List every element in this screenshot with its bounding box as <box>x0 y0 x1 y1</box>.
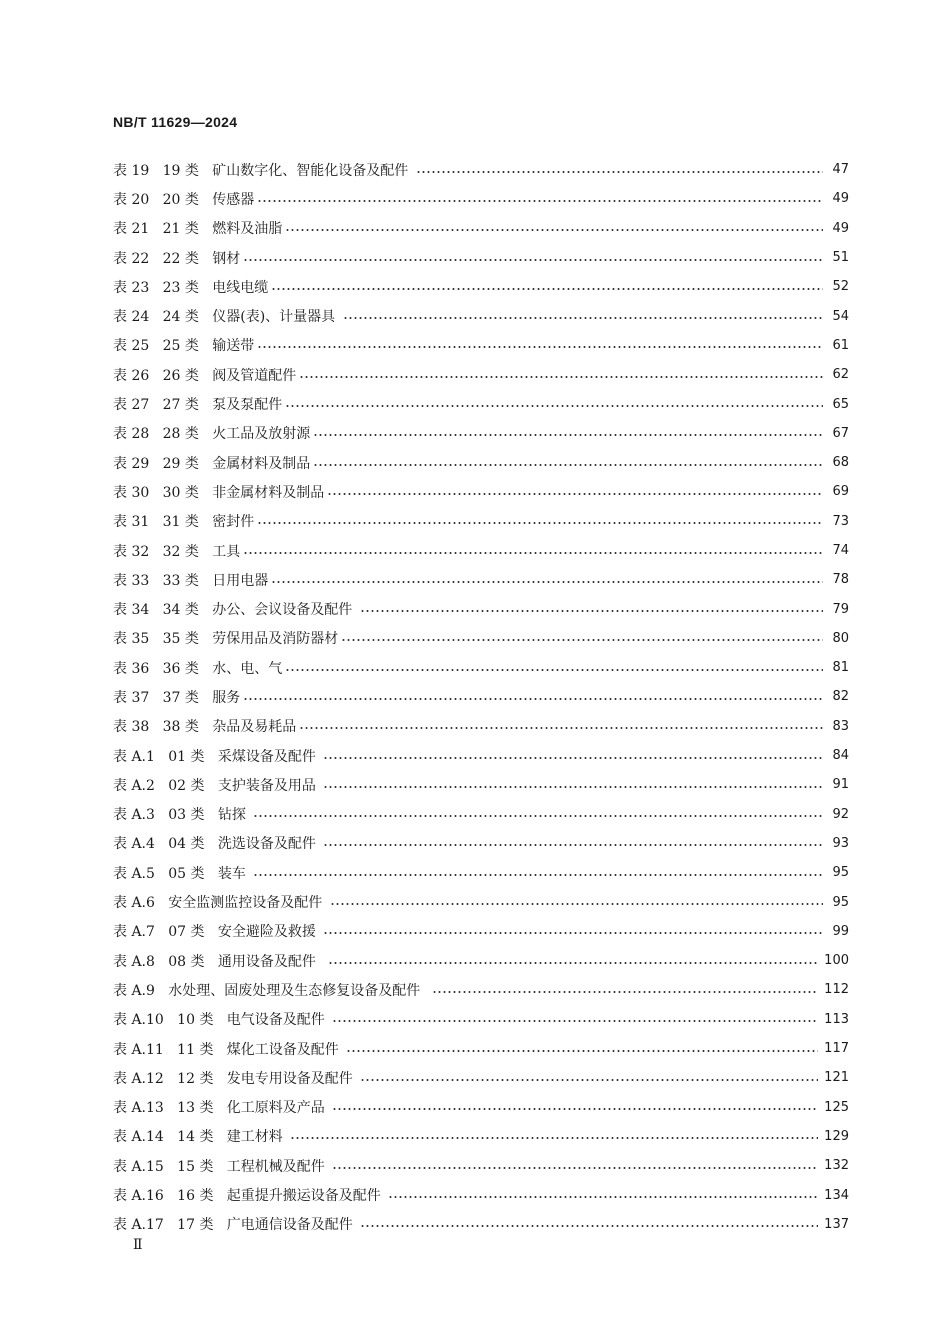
toc-entry-title: 表 A.8 08 类 通用设备及配件 <box>113 953 325 970</box>
toc-entry[interactable] <box>113 272 849 301</box>
toc-entry-title: 表 19 19 类 矿山数字化、智能化设备及配件 <box>113 162 413 179</box>
toc-dot-leader <box>388 1196 818 1198</box>
toc-entry-title: 表 29 29 类 金属材料及制品 <box>113 455 311 472</box>
toc-entry[interactable] <box>113 565 849 594</box>
toc-entry-title: 表 35 35 类 劳保用品及消防器材 <box>113 631 339 648</box>
toc-entry[interactable] <box>113 1093 849 1122</box>
toc-dot-leader <box>332 1020 818 1022</box>
toc-dot-leader <box>343 317 823 319</box>
toc-entry-title: 表 34 34 类 办公、会议设备及配件 <box>113 602 357 619</box>
toc-entry[interactable] <box>113 946 849 975</box>
toc-entry[interactable] <box>113 477 849 506</box>
toc-dot-leader <box>332 1167 818 1169</box>
toc-entry-title: 表 A.17 17 类 广电通信设备及配件 <box>113 1217 358 1234</box>
toc-dot-leader <box>360 610 823 612</box>
toc-entry-page: 78 <box>832 572 849 588</box>
toc-entry-page: 99 <box>832 923 849 939</box>
toc-entry[interactable] <box>113 887 849 916</box>
toc-dot-leader <box>253 874 823 876</box>
toc-entry-page: 69 <box>832 484 849 500</box>
toc-entry-title: 表 A.14 14 类 建工材料 <box>113 1129 288 1146</box>
table-of-contents <box>113 155 849 1239</box>
toc-entry-title: 表 A.9 水处理、固废处理及生态修复设备及配件 <box>113 982 430 999</box>
toc-dot-leader <box>285 669 823 671</box>
toc-dot-leader <box>257 200 823 202</box>
toc-entry-page: 100 <box>824 953 849 969</box>
toc-entry-page: 83 <box>832 718 849 734</box>
toc-entry-page: 52 <box>832 279 849 295</box>
toc-entry-page: 49 <box>832 191 849 207</box>
toc-dot-leader <box>285 405 823 407</box>
toc-entry-page: 67 <box>832 425 849 441</box>
toc-entry-title: 表 A.3 03 类 钻探 <box>113 807 251 824</box>
toc-entry-page: 93 <box>832 835 849 851</box>
toc-entry[interactable] <box>113 419 849 448</box>
toc-entry-page: 81 <box>832 660 849 676</box>
toc-dot-leader <box>323 757 823 759</box>
toc-entry-page: 134 <box>824 1187 849 1203</box>
toc-entry-title: 表 A.1 01 类 采煤设备及配件 <box>113 748 321 765</box>
toc-entry-page: 68 <box>832 455 849 471</box>
toc-dot-leader <box>313 434 823 436</box>
page-number: Ⅱ <box>133 1237 143 1253</box>
toc-dot-leader <box>257 522 823 524</box>
toc-entry[interactable] <box>113 536 849 565</box>
toc-entry-title: 表 A.12 12 类 发电专用设备及配件 <box>113 1070 358 1087</box>
toc-dot-leader <box>432 991 818 993</box>
toc-entry-page: 132 <box>824 1158 849 1174</box>
toc-entry-page: 62 <box>832 367 849 383</box>
toc-entry-title: 表 30 30 类 非金属材料及制品 <box>113 484 325 501</box>
toc-entry-title: 表 32 32 类 工具 <box>113 543 241 560</box>
toc-dot-leader <box>299 727 823 729</box>
toc-entry[interactable] <box>113 975 849 1004</box>
toc-entry-title: 表 25 25 类 输送带 <box>113 338 255 355</box>
toc-entry-title: 表 A.10 10 类 电气设备及配件 <box>113 1012 330 1029</box>
toc-entry[interactable] <box>113 682 849 711</box>
toc-dot-leader <box>271 581 823 583</box>
toc-entry-title: 表 23 23 类 电线电缆 <box>113 279 269 296</box>
toc-entry-page: 121 <box>824 1070 849 1086</box>
toc-entry[interactable] <box>113 1210 849 1239</box>
toc-dot-leader <box>341 639 823 641</box>
toc-entry-title: 表 20 20 类 传感器 <box>113 191 255 208</box>
toc-dot-leader <box>290 1137 818 1139</box>
toc-dot-leader <box>313 464 823 466</box>
toc-dot-leader <box>416 171 823 173</box>
toc-entry-title: 表 A.7 07 类 安全避险及救援 <box>113 924 321 941</box>
toc-dot-leader <box>243 698 823 700</box>
toc-entry[interactable] <box>113 741 849 770</box>
toc-entry-page: 73 <box>832 513 849 529</box>
toc-entry-title: 表 33 33 类 日用电器 <box>113 572 269 589</box>
toc-entry-title: 表 A.4 04 类 洗选设备及配件 <box>113 836 321 853</box>
toc-dot-leader <box>328 962 818 964</box>
toc-entry[interactable] <box>113 389 849 418</box>
toc-entry[interactable] <box>113 770 849 799</box>
toc-entry-title: 表 A.11 11 类 煤化工设备及配件 <box>113 1041 344 1058</box>
toc-entry-page: 54 <box>832 308 849 324</box>
toc-entry-title: 表 A.6 安全监测监控设备及配件 <box>113 895 327 912</box>
toc-entry-page: 117 <box>824 1041 849 1057</box>
toc-entry-page: 95 <box>832 865 849 881</box>
toc-entry-title: 表 22 22 类 钢材 <box>113 250 241 267</box>
toc-dot-leader <box>327 493 823 495</box>
toc-dot-leader <box>257 346 823 348</box>
toc-dot-leader <box>330 903 823 905</box>
toc-entry-page: 47 <box>832 162 849 178</box>
toc-entry-title: 表 38 38 类 杂品及易耗品 <box>113 719 297 736</box>
toc-dot-leader <box>346 1050 818 1052</box>
toc-entry-title: 表 21 21 类 燃料及油脂 <box>113 221 283 238</box>
toc-entry-title: 表 37 37 类 服务 <box>113 689 241 706</box>
toc-entry[interactable] <box>113 1063 849 1092</box>
toc-dot-leader <box>243 259 823 261</box>
toc-dot-leader <box>285 229 823 231</box>
toc-entry-title: 表 31 31 类 密封件 <box>113 514 255 531</box>
toc-entry-page: 80 <box>832 630 849 646</box>
toc-entry[interactable] <box>113 624 849 653</box>
toc-entry-title: 表 A.13 13 类 化工原料及产品 <box>113 1100 330 1117</box>
toc-entry[interactable] <box>113 1122 849 1151</box>
toc-entry-title: 表 A.5 05 类 装车 <box>113 865 251 882</box>
toc-entry-page: 92 <box>832 806 849 822</box>
toc-entry-page: 82 <box>832 689 849 705</box>
toc-entry-title: 表 26 26 类 阀及管道配件 <box>113 367 297 384</box>
toc-entry-page: 61 <box>832 337 849 353</box>
toc-entry[interactable] <box>113 243 849 272</box>
toc-entry-title: 表 27 27 类 泵及泵配件 <box>113 397 283 414</box>
toc-entry[interactable] <box>113 653 849 682</box>
toc-entry[interactable] <box>113 858 849 887</box>
toc-entry[interactable] <box>113 917 849 946</box>
toc-dot-leader <box>299 376 823 378</box>
toc-entry-title: 表 24 24 类 仪器(表)、计量器具 <box>113 309 340 326</box>
toc-entry-page: 91 <box>832 777 849 793</box>
toc-dot-leader <box>323 932 823 934</box>
toc-entry[interactable] <box>113 1180 849 1209</box>
toc-entry[interactable] <box>113 214 849 243</box>
toc-entry-title: 表 28 28 类 火工品及放射源 <box>113 426 311 443</box>
toc-entry[interactable] <box>113 301 849 330</box>
toc-entry-page: 125 <box>824 1099 849 1115</box>
toc-dot-leader <box>271 288 823 290</box>
toc-entry-title: 表 36 36 类 水、电、气 <box>113 660 283 677</box>
toc-entry[interactable] <box>113 1034 849 1063</box>
toc-entry-title: 表 A.15 15 类 工程机械及配件 <box>113 1158 330 1175</box>
toc-dot-leader <box>323 786 823 788</box>
document-code: NB/T 11629—2024 <box>113 114 238 130</box>
toc-entry[interactable] <box>113 712 849 741</box>
toc-entry[interactable] <box>113 331 849 360</box>
toc-entry[interactable] <box>113 360 849 389</box>
toc-entry-page: 74 <box>832 543 849 558</box>
toc-entry-page: 84 <box>832 748 849 764</box>
toc-entry[interactable] <box>113 594 849 623</box>
toc-dot-leader <box>253 815 823 817</box>
toc-dot-leader <box>323 844 823 846</box>
toc-entry[interactable] <box>113 1005 849 1034</box>
toc-entry-page: 65 <box>832 396 849 412</box>
toc-entry[interactable] <box>113 1151 849 1180</box>
toc-entry-page: 112 <box>824 982 849 998</box>
toc-entry-page: 51 <box>832 250 849 266</box>
toc-entry[interactable] <box>113 507 849 536</box>
toc-entry-title: 表 A.2 02 类 支护装备及用品 <box>113 777 321 794</box>
toc-entry[interactable] <box>113 155 849 184</box>
toc-entry[interactable] <box>113 448 849 477</box>
toc-entry-page: 95 <box>832 894 849 910</box>
toc-dot-leader <box>243 552 823 554</box>
toc-entry[interactable] <box>113 800 849 829</box>
toc-dot-leader <box>332 1108 818 1110</box>
toc-entry[interactable] <box>113 184 849 213</box>
toc-dot-leader <box>360 1225 818 1227</box>
toc-entry-page: 113 <box>824 1011 849 1027</box>
toc-entry-title: 表 A.16 16 类 起重提升搬运设备及配件 <box>113 1188 386 1205</box>
toc-dot-leader <box>360 1079 818 1081</box>
toc-entry-page: 49 <box>832 220 849 236</box>
toc-entry-page: 137 <box>824 1216 849 1232</box>
toc-entry-page: 79 <box>832 601 849 617</box>
toc-entry-page: 129 <box>824 1128 849 1144</box>
toc-entry[interactable] <box>113 829 849 858</box>
